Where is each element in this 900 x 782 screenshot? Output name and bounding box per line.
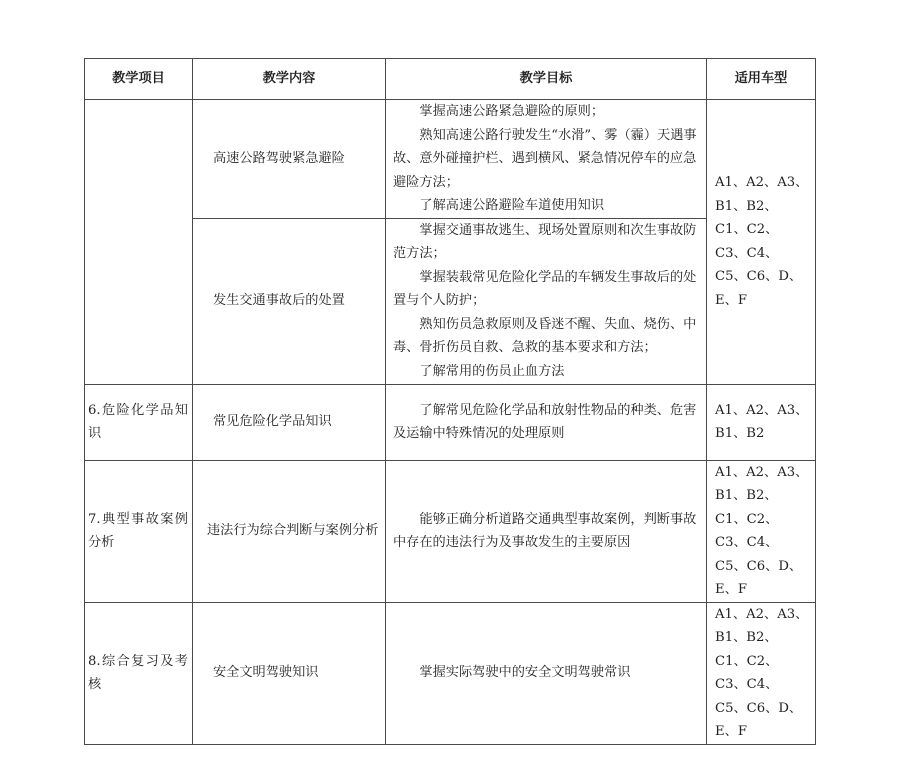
table-row [85,460,816,602]
content-cell: 常见危险化学品知识 [193,384,386,460]
content-cell: 违法行为综合判断与案例分析 [193,460,386,602]
goal-line: 了解常用的伤员止血方法 [419,363,565,379]
goal-cell [386,384,707,460]
table-header-row [85,59,816,100]
goal-line: 了解高速公路避险车道使用知识 [419,198,605,213]
vehicle-cell: A1、A2、A3、B1、B2、C1、C2、C3、C4、C5、C6、D、E、F [707,602,816,744]
table-row [85,384,816,460]
goal-line: 掌握装载常见危险化学品的车辆发生事故后的处置与个人防护； [393,269,697,309]
vehicle-cell: A1、A2、A3、B1、B2、C1、C2、C3、C4、C5、C6、D、E、F [707,460,816,602]
goal-cell [386,218,707,384]
vehicle-cell: A1、A2、A3、B1、B2、C1、C2、C3、C4、C5、C6、D、E、F [707,100,816,385]
goal-cell [386,602,707,744]
header-teaching-content: 教学内容 [193,59,386,100]
goal-line: 能够正确分析道路交通典型事故案例，判断事故中存在的违法行为及事故发生的主要原因 [393,511,697,550]
header-teaching-goal: 教学目标 [386,59,707,100]
content-cell: 发生交通事故后的处置 [193,218,386,384]
vehicle-cell: A1、A2、A3、B1、B2 [707,384,816,460]
table-row [85,602,816,744]
goal-cell [386,100,707,219]
item-cell [85,100,193,385]
goal-cell [386,460,707,602]
table-row [85,218,816,384]
item-cell: 7.典型事故案例分析 [85,460,193,602]
item-cell: 8.综合复习及考核 [85,602,193,744]
goal-line: 熟知高速公路行驶发生“水滑”、雾（霾）天遇事故、意外碰撞护栏、遇到横风、紧急情况停车的应急避险方法； [393,127,697,190]
content-cell: 安全文明驾驶知识 [193,602,386,744]
goal-line: 掌握高速公路紧急避险的原则； [419,104,605,119]
goal-line: 掌握交通事故逃生、现场处置原则和次生事故防范方法； [393,222,697,262]
goal-line: 掌握实际驾驶中的安全文明驾驶常识 [419,665,631,681]
item-cell: 6.危险化学品知识 [85,384,193,460]
course-table [84,58,816,745]
table-row [85,100,816,219]
goal-line: 了解常见危险化学品和放射性物品的种类、危害及运输中特殊情况的处理原则 [393,402,697,441]
header-vehicle-type: 适用车型 [707,59,816,100]
content-cell: 高速公路驾驶紧急避险 [193,100,386,219]
header-teaching-item: 教学项目 [85,59,193,100]
goal-line: 熟知伤员急救原则及昏迷不醒、失血、烧伤、中毒、骨折伤员自救、急救的基本要求和方法； [393,316,697,356]
